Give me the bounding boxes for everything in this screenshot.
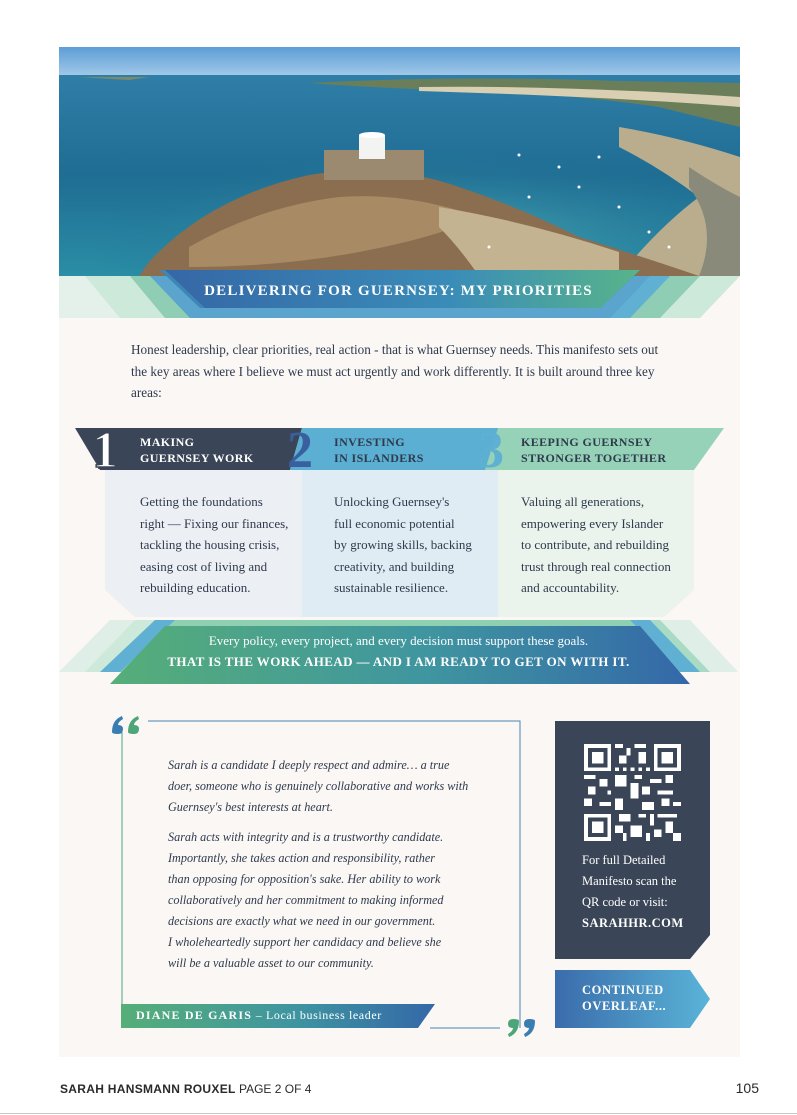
priority-body-line: rebuilding education. — [140, 580, 251, 595]
priority-body-line: right — Fixing our finances, — [140, 515, 289, 531]
page-number: 105 — [735, 1080, 759, 1096]
cta-line2: THAT IS THE WORK AHEAD — AND I AM READY TO GET ON WITH IT. — [167, 654, 630, 669]
priority-body-1 — [140, 491, 300, 599]
priority-body-line: Unlocking Guernsey's — [334, 494, 450, 509]
intro-paragraph: Honest leadership, clear priorities, real action - that is what Guernsey needs. This manifesto sets out the key areas where I believe we must act urgently and work differently. It is built around three key areas: — [131, 342, 659, 400]
priority-body-3 — [521, 491, 693, 599]
testimonial-role: – Local business leader — [255, 1008, 382, 1022]
continued-line2: OVERLEAF... — [582, 999, 667, 1013]
testimonial-line: doer, someone who is genuinely collaborative and works with — [168, 779, 469, 793]
priority-title-2-line2: IN ISLANDERS — [334, 451, 424, 465]
priority-number-2: 2 — [287, 422, 313, 479]
priority-title-1-line2: GUERNSEY WORK — [140, 451, 254, 465]
priority-number-1: 1 — [92, 422, 118, 479]
priority-body-line: Valuing all generations, — [521, 494, 645, 509]
testimonial-line: Sarah is a candidate I deeply respect and admire… a true — [168, 758, 450, 772]
priority-body-line: sustainable resilience. — [334, 580, 449, 595]
priority-body-line: full economic potential — [334, 515, 455, 531]
website-link[interactable]: SARAHHR.COM — [582, 916, 684, 930]
section-title: DELIVERING FOR GUERNSEY: MY PRIORITIES — [204, 283, 593, 299]
priority-body-line: Getting the foundations — [140, 494, 263, 509]
testimonial-line: decisions are exactly what we need in our government. — [168, 914, 436, 928]
footer-divider — [0, 1113, 797, 1114]
cta-line1: Every policy, every project, and every decision must support these goals. — [208, 633, 589, 648]
priority-body-line: creativity, and building — [334, 558, 455, 574]
qr-text-line: For full Detailed — [582, 853, 666, 867]
testimonial-author: DIANE DE GARIS — [136, 1008, 253, 1022]
testimonial-line: will be a valuable asset to our community. — [168, 956, 374, 970]
priority-title-3-line1: KEEPING GUERNSEY — [521, 435, 653, 449]
priority-title-3 — [521, 434, 666, 466]
testimonial-text — [168, 755, 486, 983]
testimonial-attribution — [136, 1008, 382, 1023]
footer-name: SARAH HANSMANN ROUXEL — [60, 1082, 236, 1096]
priority-body-line: by growing skills, backing — [334, 537, 472, 552]
priority-body-line: to contribute, and rebuilding — [521, 537, 670, 552]
priority-title-1 — [140, 434, 254, 466]
testimonial-line: I wholeheartedly support her candidacy and believe she — [168, 935, 442, 949]
testimonial-line: Guernsey's best interests at heart. — [168, 800, 333, 814]
qr-code-icon[interactable] — [584, 744, 681, 841]
priority-body-line: tackling the housing crisis, — [140, 537, 280, 552]
priority-title-2-line1: INVESTING — [334, 435, 405, 449]
priority-body-line: empowering every Islander — [521, 515, 664, 531]
qr-instructions — [582, 850, 706, 934]
testimonial-paragraph-1 — [168, 755, 486, 818]
footer-candidate — [60, 1082, 311, 1096]
priority-title-3-line2: STRONGER TOGETHER — [521, 451, 667, 465]
testimonial-paragraph-2 — [168, 827, 486, 974]
testimonial-line: Importantly, she takes action and responsibility, rather — [168, 851, 435, 865]
continued-line1: CONTINUED — [582, 983, 664, 997]
qr-text-line: Manifesto scan the — [582, 874, 677, 888]
testimonial-line: Sarah acts with integrity and is a trustworthy candidate. — [168, 830, 444, 844]
priority-body-line: trust through real connection — [521, 558, 671, 574]
priority-body-line: easing cost of living and — [140, 558, 268, 574]
priority-number-3: 3 — [478, 422, 504, 479]
footer-page-label: PAGE 2 OF 4 — [238, 1082, 312, 1096]
priority-title-2 — [334, 434, 424, 466]
priority-title-1-line1: MAKING — [140, 435, 195, 449]
close-quote-icon — [503, 1017, 537, 1041]
testimonial-line: collaboratively and her commitment to making informed — [168, 893, 444, 907]
priority-body-line: and accountability. — [521, 580, 620, 595]
priority-body-2 — [334, 491, 494, 599]
open-quote-icon — [110, 712, 144, 736]
testimonial-line: than opposing for opposition's sake. Her ability to work — [168, 872, 441, 886]
qr-text-line: QR code or visit: — [582, 895, 668, 909]
continued-overleaf-button[interactable] — [582, 982, 666, 1014]
